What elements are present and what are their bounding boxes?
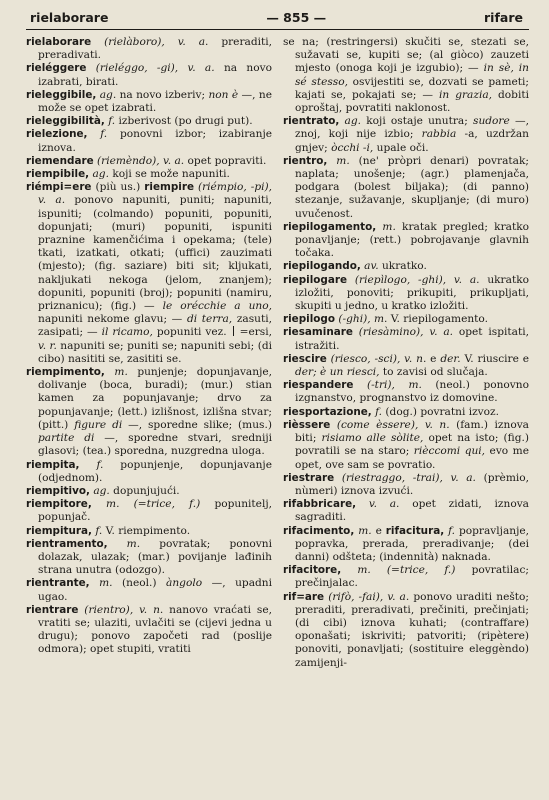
- headword: riestrare: [283, 471, 335, 484]
- dictionary-entry: [26, 577, 272, 603]
- definition-text: (dog.) povratni izvoz.: [382, 405, 499, 418]
- definition-text: upale oči.: [373, 141, 429, 154]
- definition-text: ukratko izložiti, ponoviti; prikupiti, prikupljati, skupiti u jedno, u kratko izložiti.: [295, 273, 529, 313]
- headword: rientrante,: [26, 577, 90, 590]
- headword: rieleggibilità,: [26, 115, 105, 128]
- headword: riempitivo,: [26, 484, 90, 497]
- definition-text: —, sporedne slike; (mus.): [122, 418, 272, 431]
- definition-text: preraditi, preradivati.: [38, 36, 273, 62]
- dictionary-entry: [26, 36, 272, 62]
- dictionary-entry: [283, 406, 529, 419]
- dictionary-entry: [283, 472, 529, 498]
- definition-text: nanovo vraćati se, vratiti se; ulaziti, uvlačiti se (cijevi jedna u drugu); ponovo započeti rad (poslije odmora); opet stupiti, vratiti: [38, 603, 272, 656]
- grammar-note: f.: [444, 524, 456, 537]
- header-right-word: rifare: [484, 10, 523, 25]
- definition-text: opet popraviti.: [184, 154, 267, 167]
- grammar-note: m. (=trice, f.): [341, 564, 456, 577]
- grammar-note: (riepìlogo, -ghi), v. a.: [347, 273, 480, 286]
- definition-text: ponovni izbor; izabiranje iznova.: [38, 128, 272, 154]
- definition-text: povratak; ponovni dolazak, ulazak; (mar.) povijanje lađinih strana unutra (odozgo).: [38, 537, 272, 577]
- grammar-note: v. r.: [38, 339, 57, 352]
- definition-text: (neol.): [112, 577, 167, 590]
- definition-text: zasuti, zasipati; —: [38, 313, 272, 339]
- definition-text: -a, uzdržan gnjev;: [295, 128, 529, 154]
- dictionary-entry: [26, 115, 272, 128]
- headword: rièssere: [283, 418, 331, 431]
- dictionary-entry: [26, 604, 272, 657]
- headword: rifabbricare,: [283, 498, 357, 511]
- left-column: [26, 36, 272, 670]
- headword: riepilogamento,: [283, 220, 377, 233]
- grammar-note: sudore: [473, 115, 510, 128]
- right-column: [283, 36, 529, 670]
- grammar-note: le orécchie a uno,: [162, 300, 272, 313]
- grammar-note: m.: [89, 577, 113, 590]
- grammar-note: m.: [104, 366, 128, 379]
- headword: rientro,: [283, 154, 328, 167]
- grammar-note: (riemèndo), v. a.: [93, 154, 185, 167]
- dictionary-entry: [26, 181, 272, 366]
- grammar-note: (rifò, -fai), v. a.: [324, 590, 410, 603]
- headword: riempire: [144, 181, 194, 194]
- dictionary-entry: [26, 366, 272, 458]
- dictionary-entry: [26, 525, 272, 538]
- grammar-note: m.: [327, 154, 350, 167]
- dictionary-entry: [283, 313, 529, 326]
- definition-text: (neol.) ponovno izgnanstvo, prognanstvo iz domovine.: [295, 379, 529, 405]
- headword: rif=are: [283, 590, 325, 603]
- dictionary-entry: [283, 419, 529, 472]
- definition-text: (fam.) iznova biti;: [295, 418, 529, 445]
- definition-text: ponovo uraditi nešto; preraditi, preradivati, prečiniti, prečinjati; (di cibi) iznova kuhati; (contraffare) oponašati; iskriviti; patvoriti; (ripètere) ponoviti, ponavljati; (sostituire eleggèndo) zamijenji-: [295, 590, 529, 669]
- definition-text: —, znoj, koji nije izbio;: [295, 115, 529, 141]
- grammar-note: òcchi -i,: [331, 141, 374, 154]
- definition-text: —, sporedne stvari, sredniji glasovi; (tea.) sporedna, nuzgredna uloga.: [38, 432, 273, 458]
- grammar-note: m.: [376, 220, 396, 233]
- grammar-note: in sè, in sé stesso,: [295, 62, 529, 88]
- dictionary-entry: [283, 353, 529, 379]
- grammar-note: (riémpio, -pi), v. a.: [38, 181, 272, 207]
- dictionary-entry: [283, 525, 529, 565]
- grammar-note: m.: [354, 524, 372, 537]
- headword: riesaminare: [283, 326, 353, 339]
- definition-text: osvijestiti se, dozvati se pameti; kajati se, pokajati se; —: [295, 75, 529, 101]
- dictionary-entry: [283, 115, 529, 155]
- headword: rifacimento,: [283, 524, 355, 537]
- headword: riemendare: [26, 154, 94, 167]
- definition-text: napuniti se; puniti se; napuniti sebi; (di cibo) nasititi se, zasititi se.: [38, 339, 272, 365]
- definition-text: na novo izabrati, birati.: [38, 62, 272, 88]
- definition-text: (più us.): [91, 181, 145, 194]
- dictionary-entry: [283, 591, 529, 670]
- definition-text: povratilac; prečinjalac.: [295, 564, 529, 590]
- definition-text: V. riempimento.: [102, 524, 191, 537]
- dictionary-entry: [26, 62, 272, 88]
- dictionary-entry: [26, 128, 272, 154]
- dictionary-entry: [283, 326, 529, 352]
- grammar-note: f.: [371, 405, 383, 418]
- dictionary-entry: [26, 89, 272, 115]
- grammar-note: v. a.: [356, 498, 400, 511]
- definition-text: popravljanje, popravka, prerada, preradivanje; (dei danni) odšteta; (indennità) naknada.: [295, 524, 530, 563]
- header-left-word: rielaborare: [30, 10, 109, 25]
- headword: rientrare: [26, 603, 79, 616]
- headword: rientrato,: [283, 115, 340, 128]
- grammar-note: in grazia,: [439, 88, 493, 101]
- headword: riempita,: [26, 458, 80, 471]
- definition-text: punjenje; dopunjavanje, dolivanje (boca, buradi); (mur.) stian kamen za popunjavanje; drvo za popunjavanje; (lett.) izlišnost, izlišna stvar; (pitt.): [38, 366, 272, 431]
- headword: riesportazione,: [283, 405, 372, 418]
- definition-text: ukratko.: [378, 260, 427, 273]
- definition-text: ponovo napuniti, puniti; napuniti, ispuniti; (colmando) popuniti, popuniti, dopunjati; (muri) popuniti, ispuniti praznine kamenčićima i opekama; (tele) tkati, izatkati, otkati; (uffici) zauzimati (mjesto); (fig. saziare) biti sit; kljukati, nakljukati nekoga (jelom, znanjem); dopuniti, popuniti (broj); popuniti (namiru, priznanicu); (fig.) —: [38, 194, 272, 313]
- definition-text: kratak pregled; kratko ponavljanje; (rett.) pobrojavanje glavnih točaka.: [295, 220, 530, 260]
- columns: [26, 36, 529, 670]
- grammar-note: (rientro), v. n.: [78, 603, 164, 616]
- dictionary-entry: [283, 155, 529, 221]
- definition-text: e: [371, 524, 386, 537]
- headword: rielaborare: [26, 36, 92, 48]
- grammar-note: (riesàmino), v. a.: [352, 326, 454, 339]
- grammar-note: f.: [79, 458, 104, 471]
- grammar-note: (-tri), m.: [353, 379, 422, 392]
- definition-text: dobiti oproštaj, povratiti naklonost.: [295, 88, 529, 115]
- grammar-note: rièccomi qui,: [413, 445, 486, 458]
- definition-text: evo me opet, ove sam se povratio.: [295, 445, 529, 471]
- divider-bar: [233, 326, 234, 336]
- definition-text: na novo izberiv;: [116, 88, 209, 101]
- dictionary-entry: [283, 274, 529, 314]
- grammar-note: (-ghi), m.: [335, 313, 388, 326]
- definition-text: se na; (restringersi) skučiti se, stezati se, sužavati se, kupiti se; (al giòco) zauzeti mjesto (onoga koji je izgubio); —: [283, 36, 529, 75]
- headword: rieléggere: [26, 62, 87, 75]
- grammar-note: di terra,: [186, 313, 233, 326]
- dictionary-entry: [26, 485, 272, 498]
- definition-text: (prèmio, nùmeri) iznova izvući.: [295, 471, 529, 497]
- dictionary-entry: [283, 221, 529, 261]
- headword: riempitura,: [26, 524, 93, 537]
- grammar-note: ag.: [89, 484, 110, 497]
- dictionary-entry: [26, 538, 272, 578]
- headword: riempimento,: [26, 366, 105, 379]
- dictionary-entry: [26, 459, 272, 485]
- definition-text: koji se može napuniti.: [108, 168, 230, 181]
- headword: rientramento,: [26, 537, 108, 550]
- grammar-note: f.: [92, 524, 103, 537]
- grammar-note: ag.: [339, 115, 361, 128]
- definition-text: =ersi,: [235, 326, 272, 339]
- definition-text: opet na isto; (fig.) povratili se na staro;: [295, 432, 529, 458]
- dictionary-entry: [26, 155, 272, 168]
- definition-text: koji ostaje unutra;: [361, 115, 474, 128]
- definition-text: —, ne može se opet izabrati.: [38, 88, 272, 115]
- headword: rifacitore,: [283, 564, 342, 577]
- headword: rielezione,: [26, 128, 88, 141]
- grammar-note: (riesco, -sci), v. n.: [326, 352, 427, 365]
- grammar-note: f.: [87, 128, 108, 141]
- definition-text: dopunjujući.: [109, 484, 180, 497]
- headword: rieleggibile,: [26, 88, 97, 101]
- grammar-note: àngolo: [166, 577, 203, 590]
- headword: riempitore,: [26, 498, 92, 511]
- grammar-note: figure di: [74, 418, 123, 431]
- grammar-note: non è: [208, 88, 239, 101]
- grammar-note: der; è un riesci,: [295, 366, 380, 379]
- headword: riepilogando,: [283, 260, 361, 273]
- grammar-note: m.: [107, 537, 141, 550]
- grammar-note: f.: [104, 115, 116, 128]
- definition-text: (ne' pròpri denari) povratak; naplata; unošenje; (agr.) plamenjača, podgara (bolest biljaka); (di panno) stezanje, sužavanje, skupljanje; (di muro) uvučenost.: [295, 154, 529, 220]
- dictionary-entry: [283, 564, 529, 590]
- headword: riémpi=ere: [26, 181, 92, 194]
- grammar-note: (rielàboro), v. a.: [91, 36, 209, 48]
- definition-text: V. riuscire e: [460, 352, 530, 365]
- definition-text: e: [426, 352, 441, 365]
- grammar-note: rabbia: [421, 128, 457, 141]
- definition-text: popuniti vez.: [152, 326, 231, 339]
- definition-text: to zavisi od slučaja.: [379, 366, 488, 379]
- definition-text: izberivost (po drugi put).: [115, 115, 253, 128]
- headword: riepilogare: [283, 273, 348, 286]
- definition-text: popunjenje, dopunjavanje (odjednom).: [38, 458, 272, 484]
- running-head: [26, 10, 529, 30]
- headword: riescire: [283, 352, 327, 365]
- grammar-note: ag.: [96, 88, 117, 101]
- grammar-note: partite di: [38, 432, 95, 445]
- definition-text: popunitelj, popunjač.: [38, 498, 272, 524]
- grammar-note: ag.: [89, 168, 109, 181]
- grammar-note: (riestraggo, -trai), v. a.: [334, 471, 476, 484]
- dictionary-entry: [283, 260, 529, 273]
- grammar-note: risiamo alle sòlite,: [321, 432, 424, 445]
- definition-text: V. riepilogamento.: [387, 313, 488, 326]
- dictionary-entry: [26, 168, 272, 181]
- grammar-note: av.: [360, 260, 379, 273]
- definition-text: opet zidati, iznova sagraditi.: [295, 498, 529, 524]
- headword: rifacitura,: [385, 524, 445, 537]
- headword: riespandere: [283, 379, 354, 392]
- headword: riepilogo: [283, 313, 336, 326]
- definition-text: opet ispitati, istražiti.: [295, 326, 529, 352]
- dictionary-entry: [283, 379, 529, 405]
- dictionary-entry: [283, 498, 529, 524]
- page-number: — 855 —: [266, 10, 327, 25]
- grammar-note: (rieléggo, -gi), v. a.: [86, 62, 215, 75]
- definition-text: napuniti nekome glavu; —: [38, 313, 187, 326]
- grammar-note: (come èssere), v. n.: [330, 418, 450, 431]
- headword: riempibile,: [26, 168, 90, 181]
- definition-text: —, upadni ugao.: [38, 577, 272, 603]
- dictionary-entry: [26, 498, 272, 524]
- grammar-note: der.: [440, 352, 461, 365]
- dictionary-entry: [283, 36, 529, 115]
- grammar-note: il ricamo,: [101, 326, 153, 339]
- grammar-note: m. (=trice, f.): [91, 498, 201, 511]
